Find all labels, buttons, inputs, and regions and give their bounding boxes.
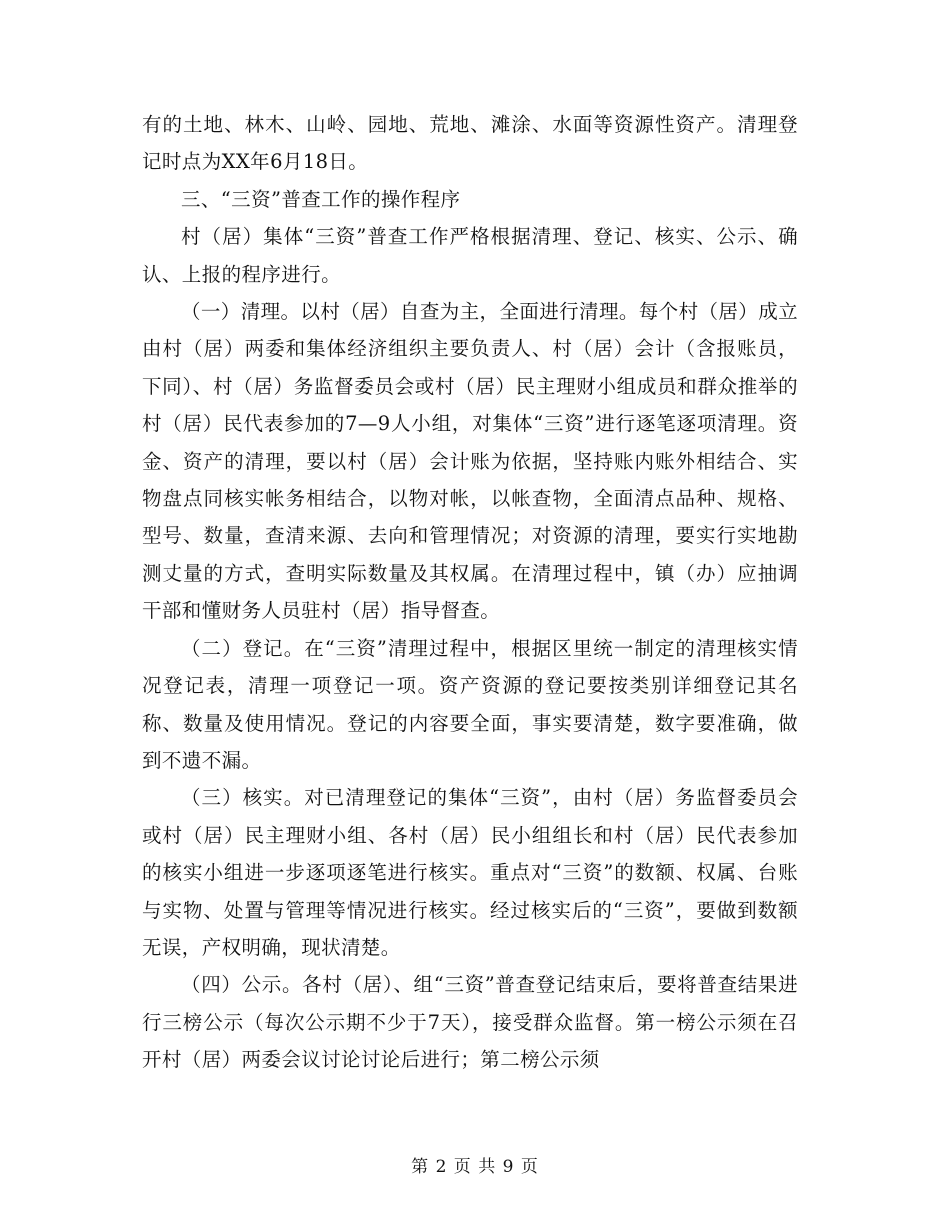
document-body xyxy=(142,106,798,1079)
paragraph-verification: （三）核实。对已清理登记的集体“三资”，由村（居）务监督委员会或村（居）民主理财小组、各村（居）民小组组长和村（居）民代表参加的核实小组进一步逐项逐笔进行核实。重点对“三资”的数额、权属、台账与实物、处置与管理等情况进行核实。经过核实后的“三资”，要做到数额无误，产权明确，现状清楚。 xyxy=(142,786,798,959)
paragraph-clean-up: （一）清理。以村（居）自查为主，全面进行清理。每个村（居）成立由村（居）两委和集体经济组织主要负责人、村（居）会计（含报账员，下同）、村（居）务监督委员会或村（居）民主理财小组成员和群众推举的村（居）民代表参加的7—9人小组，对集体“三资”进行逐笔逐项清理。资金、资产的清理，要以村（居）会计账为依据，坚持账内账外相结合、实物盘点同核实帐务相结合，以物对帐，以帐查物，全面清点品种、规格、型号、数量，查清来源、去向和管理情况；对资源的清理，要实行实地勘测丈量的方式，查明实际数量及其权属。在清理过程中，镇（办）应抽调干部和懂财务人员驻村（居）指导督查。 xyxy=(142,300,798,623)
paragraph-publicity: （四）公示。各村（居）、组“三资”普查登记结束后，要将普查结果进行三榜公示（每次公示期不少于7天），接受群众监督。第一榜公示须在召开村（居）两委会议讨论讨论后进行；第二榜公示须 xyxy=(142,973,798,1072)
paragraph-registration: （二）登记。在“三资”清理过程中，根据区里统一制定的清理核实情况登记表，清理一项登记一项。资产资源的登记要按类别详细登记其名称、数量及使用情况。登记的内容要全面，事实要清楚，数字要准确，做到不遗不漏。 xyxy=(142,636,798,772)
paragraph-procedure-intro: 村（居）集体“三资”普查工作严格根据清理、登记、核实、公示、确认、上报的程序进行。 xyxy=(142,225,798,286)
page-number-footer: 第 2 页 共 9 页 xyxy=(411,1157,539,1177)
section-heading: 三、“三资”普查工作的操作程序 xyxy=(181,187,461,211)
paragraph-continuation: 有的土地、林木、山岭、园地、荒地、滩涂、水面等资源性资产。清理登记时点为XX年6月18日。 xyxy=(142,113,798,174)
